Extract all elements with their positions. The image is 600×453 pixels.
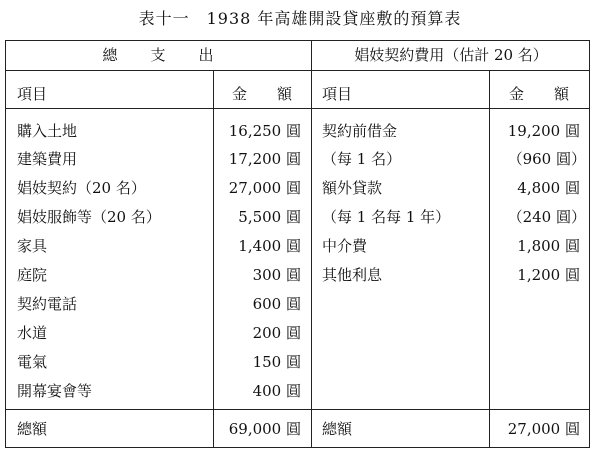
- right-total-label: 總額: [322, 420, 353, 438]
- table-row: （每 1 名）: [322, 150, 402, 168]
- table-row-amount: 150 圓: [252, 353, 301, 371]
- table-row-amount: 27,000 圓: [228, 179, 301, 197]
- table-row: 其他利息: [322, 266, 383, 284]
- left-total-amount: 69,000 圓: [228, 420, 301, 438]
- table-row: 電氣: [17, 353, 48, 371]
- budget-table: [5, 40, 590, 448]
- right-total-amount: 27,000 圓: [507, 420, 580, 438]
- table-row: 建築費用: [17, 150, 78, 168]
- table-row: 娼妓服飾等（20 名）: [17, 208, 161, 226]
- header-divider: [6, 70, 589, 71]
- left-total-label: 總額: [17, 420, 48, 438]
- table-row-amount: 4,800 圓: [517, 179, 580, 197]
- table-row: 購入土地: [17, 122, 78, 140]
- table-row: （每 1 名每 1 年）: [322, 208, 451, 226]
- table-row-amount: 1,200 圓: [517, 266, 580, 284]
- table-row: 開幕宴會等: [17, 382, 93, 400]
- table-row: 水道: [17, 324, 48, 342]
- table-row: 額外貸款: [322, 179, 383, 197]
- right-section-header: 娼妓契約費用（估計 20 名）: [354, 46, 548, 64]
- table-row-amount: 400 圓: [252, 382, 301, 400]
- section-divider: [311, 41, 312, 447]
- table-row-amount: 19,200 圓: [507, 122, 580, 140]
- table-row: 契約電話: [17, 295, 78, 313]
- table-row-amount: （960 圓）: [507, 150, 586, 168]
- table-row: 中介費: [322, 237, 368, 255]
- left-col-amount-header: 金 額: [231, 85, 292, 103]
- table-row-amount: 600 圓: [252, 295, 301, 313]
- total-divider: [6, 409, 589, 410]
- table-title: 表十一 1938 年高雄開設貸座敷的預算表: [138, 9, 462, 28]
- right-col-amount-header: 金 額: [508, 85, 569, 103]
- table-row: 契約前借金: [322, 122, 398, 140]
- table-row: 家具: [17, 237, 48, 255]
- table-row-amount: 16,250 圓: [228, 122, 301, 140]
- right-col-item-header: 項目: [322, 85, 353, 103]
- table-row-amount: 17,200 圓: [228, 150, 301, 168]
- table-row-amount: （240 圓）: [507, 208, 586, 226]
- table-row-amount: 200 圓: [252, 324, 301, 342]
- table-row-amount: 1,400 圓: [238, 237, 301, 255]
- table-row: 庭院: [17, 266, 48, 284]
- left-col-item-header: 項目: [17, 85, 48, 103]
- table-row-amount: 1,800 圓: [517, 237, 580, 255]
- table-row-amount: 300 圓: [252, 266, 301, 284]
- table-row-amount: 5,500 圓: [238, 208, 301, 226]
- left-section-header: 總 支 出: [102, 46, 215, 64]
- column-header-divider: [6, 108, 589, 109]
- table-row: 娼妓契約（20 名）: [17, 179, 146, 197]
